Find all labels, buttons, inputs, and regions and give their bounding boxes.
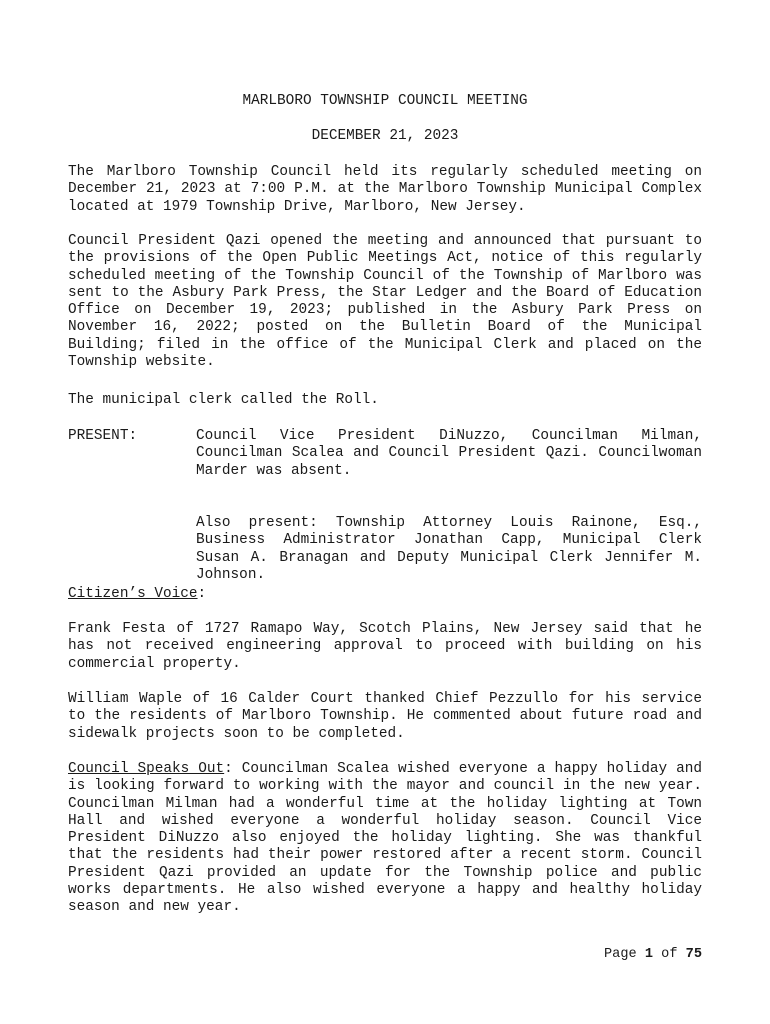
meeting-date: DECEMBER 21, 2023 bbox=[311, 128, 459, 144]
intro-paragraph: The Marlboro Township Council held its regularly scheduled meeting on December 21, 2023 at 7:00 P.M. at the Marlboro Township Municipal Complex located at 1979 Township Drive, Marlboro, New Jersey. bbox=[68, 164, 702, 215]
of-word: of bbox=[661, 947, 678, 962]
festa-paragraph: Frank Festa of 1727 Ramapo Way, Scotch Plains, New Jersey said that he has not received engineering approval to proceed with building on his commercial property. bbox=[68, 621, 702, 672]
citizens-voice-heading: Citizen’s Voice bbox=[68, 586, 198, 602]
present-members: Council Vice President DiNuzzo, Councilman Milman, Councilman Scalea and Council President Qazi. Councilwoman Marder was absent. bbox=[196, 428, 702, 479]
citizens-voice-colon: : bbox=[197, 586, 207, 602]
council-speaks-heading: Council Speaks Out bbox=[68, 761, 225, 777]
council-speaks-paragraph bbox=[68, 761, 702, 917]
council-speaks-text: : Councilman Scalea wished everyone a happy holiday and is looking forward to working with the mayor and council in the new year. Councilman Milman had a wonderful time at the holiday lighting at Town Hall and wished everyone a wonderful holiday season. Council Vice President DiNuzzo also enjoyed the holiday lighting. She was thankful that the residents had their power restored after a recent storm. Council President Qazi provided an update for the Township police and public works departments. He also wished everyone a happy and healthy holiday season and new year. bbox=[68, 761, 703, 916]
roll-call-paragraph: The municipal clerk called the Roll. bbox=[68, 392, 379, 408]
page-number: 1 bbox=[644, 947, 653, 962]
waple-paragraph: William Waple of 16 Calder Court thanked Chief Pezzullo for his service to the residents of Marlboro Township. He commented about future road and sidewalk projects soon to be completed. bbox=[68, 691, 702, 742]
citizens-voice-heading-line bbox=[68, 586, 702, 603]
page-word: Page bbox=[604, 947, 637, 962]
page-footer bbox=[604, 946, 702, 963]
document-title: MARLBORO TOWNSHIP COUNCIL MEETING bbox=[242, 93, 528, 109]
also-present: Also present: Township Attorney Louis Rainone, Esq., Business Administrator Jonathan Capp, Municipal Clerk Susan A. Branagan and Deputy Municipal Clerk Jennifer M. Johnson. bbox=[196, 515, 702, 583]
notice-paragraph: Council President Qazi opened the meeting and announced that pursuant to the provisions of the Open Public Meetings Act, notice of this regularly scheduled meeting of the Township Council of the Township of Marlboro was sent to the Asbury Park Press, the Star Ledger and the Board of Education Office on December 19, 2023; published in the Asbury Park Press on November 16, 2022; posted on the Bulletin Board of the Municipal Building; filed in the office of the Municipal Clerk and placed on the Township website. bbox=[68, 233, 702, 371]
total-pages: 75 bbox=[685, 947, 702, 962]
present-label: PRESENT: bbox=[68, 428, 138, 444]
